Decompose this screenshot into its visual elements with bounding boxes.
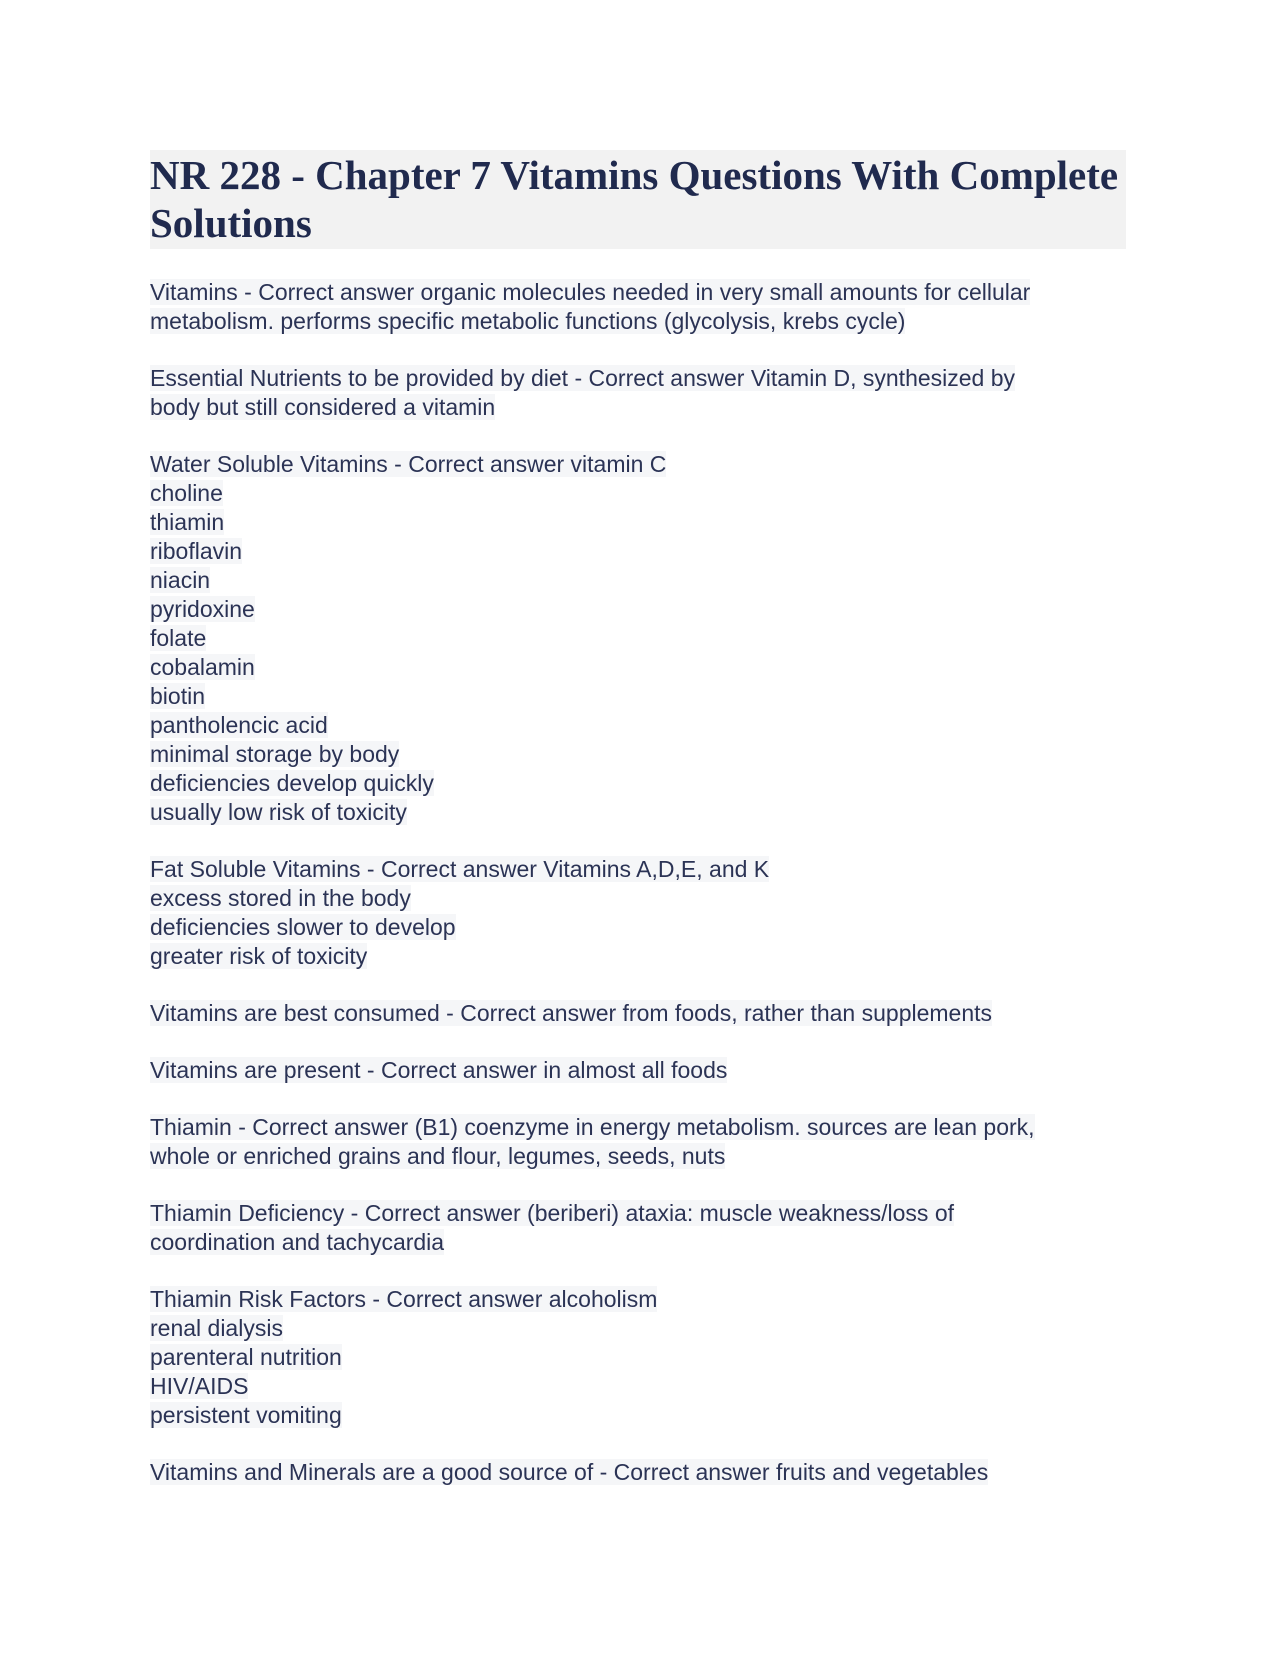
qa-item [150, 364, 1126, 422]
qa-text: cobalamin [150, 654, 255, 680]
qa-text: minimal storage by body [150, 741, 400, 767]
qa-item [150, 1113, 1126, 1171]
qa-detail-line [150, 682, 1126, 711]
qa-text: biotin [150, 683, 205, 709]
qa-text: body but still considered a vitamin [150, 394, 496, 420]
qa-text: pyridoxine [150, 596, 255, 622]
qa-item [150, 450, 1126, 827]
qa-question-line [150, 1113, 1126, 1142]
document-page [150, 150, 1126, 1515]
qa-text: whole or enriched grains and flour, legumes, seeds, nuts [150, 1143, 726, 1169]
qa-text: parenteral nutrition [150, 1344, 342, 1370]
qa-text: HIV/AIDS [150, 1373, 249, 1399]
qa-item [150, 278, 1126, 336]
qa-list [150, 278, 1126, 1487]
qa-detail-line [150, 1401, 1126, 1430]
qa-question-line [150, 278, 1126, 307]
qa-item [150, 1458, 1126, 1487]
qa-text: pantholencic acid [150, 712, 328, 738]
qa-detail-line [150, 942, 1126, 971]
qa-detail-line [150, 1314, 1126, 1343]
qa-detail-line [150, 740, 1126, 769]
qa-detail-line [150, 653, 1126, 682]
qa-text: Essential Nutrients to be provided by diet - Correct answer Vitamin D, synthesized by [150, 365, 1016, 391]
qa-text: persistent vomiting [150, 1402, 342, 1428]
qa-question-line [150, 1458, 1126, 1487]
qa-item [150, 1199, 1126, 1257]
qa-text: excess stored in the body [150, 885, 411, 911]
qa-text: folate [150, 625, 207, 651]
qa-question-line [150, 1285, 1126, 1314]
qa-detail-line [150, 537, 1126, 566]
qa-detail-line [150, 624, 1126, 653]
qa-detail-line [150, 479, 1126, 508]
qa-question-line [150, 855, 1126, 884]
qa-text: Thiamin Risk Factors - Correct answer alcoholism [150, 1286, 658, 1312]
qa-text: Thiamin - Correct answer (B1) coenzyme in energy metabolism. sources are lean pork, [150, 1114, 1035, 1140]
qa-text: deficiencies develop quickly [150, 770, 434, 796]
qa-text: renal dialysis [150, 1315, 283, 1341]
qa-text: Thiamin Deficiency - Correct answer (beriberi) ataxia: muscle weakness/loss of [150, 1200, 955, 1226]
qa-detail-line [150, 508, 1126, 537]
qa-text: coordination and tachycardia [150, 1229, 445, 1255]
qa-detail-line [150, 595, 1126, 624]
qa-detail-line [150, 913, 1126, 942]
qa-detail-line [150, 1343, 1126, 1372]
qa-text: Vitamins are best consumed - Correct answer from foods, rather than supplements [150, 1000, 993, 1026]
page-title: NR 228 - Chapter 7 Vitamins Questions With Complete Solutions [150, 150, 1126, 249]
qa-text: niacin [150, 567, 211, 593]
qa-text: deficiencies slower to develop [150, 914, 456, 940]
qa-text: riboflavin [150, 538, 243, 564]
qa-detail-line [150, 307, 1126, 336]
qa-item [150, 1056, 1126, 1085]
qa-question-line [150, 450, 1126, 479]
qa-detail-line [150, 1228, 1126, 1257]
qa-question-line [150, 999, 1126, 1028]
qa-detail-line [150, 566, 1126, 595]
qa-item [150, 1285, 1126, 1430]
qa-question-line [150, 1056, 1126, 1085]
qa-item [150, 999, 1126, 1028]
qa-text: Water Soluble Vitamins - Correct answer vitamin C [150, 451, 667, 477]
qa-text: choline [150, 480, 223, 506]
qa-detail-line [150, 393, 1126, 422]
qa-question-line [150, 1199, 1126, 1228]
qa-text: thiamin [150, 509, 225, 535]
qa-text: Vitamins are present - Correct answer in almost all foods [150, 1057, 728, 1083]
qa-text: metabolism. performs specific metabolic functions (glycolysis, krebs cycle) [150, 308, 906, 334]
qa-text: Vitamins and Minerals are a good source of - Correct answer fruits and vegetables [150, 1459, 989, 1485]
qa-detail-line [150, 769, 1126, 798]
qa-detail-line [150, 1372, 1126, 1401]
qa-item [150, 855, 1126, 971]
qa-text: Vitamins - Correct answer organic molecules needed in very small amounts for cellular [150, 279, 1031, 305]
qa-text: Fat Soluble Vitamins - Correct answer Vitamins A,D,E, and K [150, 856, 770, 882]
qa-detail-line [150, 711, 1126, 740]
qa-question-line [150, 364, 1126, 393]
qa-text: usually low risk of toxicity [150, 799, 407, 825]
qa-detail-line [150, 798, 1126, 827]
qa-text: greater risk of toxicity [150, 943, 368, 969]
qa-detail-line [150, 1142, 1126, 1171]
qa-detail-line [150, 884, 1126, 913]
